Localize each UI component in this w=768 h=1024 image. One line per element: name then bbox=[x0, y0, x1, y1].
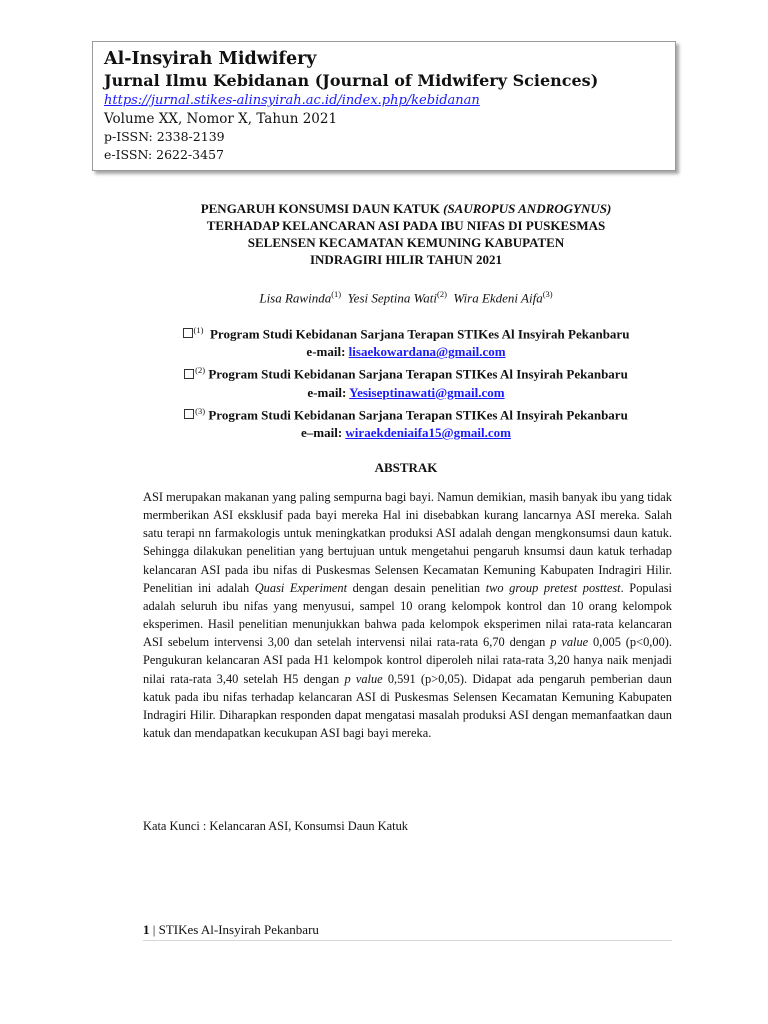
affiliation-program: Program Studi Kebidanan Sarjana Terapan STIKes Al Insyirah Pekanbaru bbox=[208, 406, 628, 422]
email-label: e-mail: bbox=[306, 344, 349, 360]
abstract-body bbox=[143, 488, 672, 742]
email-link[interactable]: lisaekowardana@gmail.com bbox=[348, 344, 506, 360]
author-list bbox=[140, 289, 672, 306]
affiliation-program: Program Studi Kebidanan Sarjana Terapan STIKes Al Insyirah Pekanbaru bbox=[209, 326, 630, 342]
abstract-text: . Populasi adalah seluruh ibu nifas yang menyusui, sampel 10 orang kelompok kontrol dan 10 orang kelompok eksperimen. Hasil penelitian menunjukkan bahwa pada kelompok eksperimen nilai rata-rata kelancaran ASI sebelum intervensi 3,00 dan setelah intervensi nilai rata-rata 6,70 dengan bbox=[143, 580, 672, 650]
checkbox-icon bbox=[184, 369, 194, 379]
affiliation-email-row bbox=[140, 384, 672, 402]
journal-eissn: e-ISSN: 2622-3457 bbox=[104, 147, 224, 162]
email-link[interactable]: wiraekdeniaifa15@gmail.com bbox=[345, 424, 511, 440]
journal-name: Al-Insyirah Midwifery bbox=[104, 49, 317, 69]
journal-url-link[interactable]: https://jurnal.stikes-alinsyirah.ac.id/index.php/kebidanan bbox=[104, 93, 480, 108]
journal-subtitle: Jurnal Ilmu Kebidanan (Journal of Midwifery Sciences) bbox=[104, 71, 599, 90]
affiliation-mark: (1) bbox=[193, 325, 204, 335]
affiliation-program: Program Studi Kebidanan Sarjana Terapan STIKes Al Insyirah Pekanbaru bbox=[208, 366, 628, 382]
affiliation-email-row bbox=[140, 343, 672, 361]
abstract-text: 0,591 (p>0,05). Didapat ada pengaruh pemberian daun katuk pada ibu nifas terhadap kelancaran ASI di Puskesmas Selensen Kecamatan Kemuning Kabupaten Indragiri Hilir. Diharapkan responden dapat mengatasi masalah produksi ASI dengan memanfaatkan daun katuk dan mendapatkan kecukupan ASI bagi bayi mereka. bbox=[143, 671, 672, 741]
affiliation-2 bbox=[140, 361, 672, 383]
abstract-text: ASI merupakan makanan yang paling sempurna bagi bayi. Namun demikian, masih banyak ibu yang tidak mermberikan ASI eksklusif pada bayi mereka Hal ini disebabkan kurang lancarnya ASI mereka. Salah satu terapi nn farmakologis untuk meningkatkan produksi ASI adalah dengan mengkonsumsi daun katuk. Sehingga dilakukan penelitian yang bertujuan untuk mengetahui pengaruh knsumsi daun katuk terhadap kelancaran ASI pada ibu nifas di Puskesmas Selensen Kecamatan Kemuning Kabupaten Indragiri Hilir. Penelitian ini adalah bbox=[143, 490, 672, 595]
abstract-italic: p value bbox=[344, 671, 383, 686]
email-label: e-mail: bbox=[307, 384, 350, 400]
footer-separator: | bbox=[149, 922, 159, 937]
author-name: Lisa Rawinda bbox=[259, 290, 332, 306]
title-line-1: PENGARUH KONSUMSI DAUN KATUK bbox=[200, 201, 444, 216]
title-latin-name: (SAUROPUS ANDROGYNUS) bbox=[443, 201, 612, 216]
keywords: Kata Kunci : Kelancaran ASI, Konsumsi Daun Katuk bbox=[143, 819, 408, 833]
author-mark: (2) bbox=[436, 289, 447, 299]
affiliation-mark: (3) bbox=[195, 405, 206, 416]
affiliation-1 bbox=[140, 321, 672, 343]
title-line-3: SELENSEN KECAMATAN KEMUNING KABUPATEN bbox=[247, 235, 565, 250]
title-line-4: INDRAGIRI HILIR TAHUN 2021 bbox=[309, 252, 503, 267]
author-name: Yesi Septina Wati bbox=[347, 290, 437, 306]
affiliation-3 bbox=[140, 402, 672, 424]
affiliation-mark: (2) bbox=[195, 365, 206, 376]
abstract-italic: Quasi Experiment bbox=[254, 580, 348, 595]
abstract-text: 0,005 (p<0,00). Pengukuran kelancaran ASI pada H1 kelompok kontrol diperoleh nilai rata-rata 3,20 hanya naik menjadi nilai rata-rata 3,40 setelah H5 dengan bbox=[143, 635, 672, 686]
abstract-heading: ABSTRAK bbox=[374, 460, 438, 475]
page-number: 1 bbox=[143, 922, 150, 937]
paper-title bbox=[140, 200, 672, 268]
author-mark: (1) bbox=[331, 289, 342, 299]
affiliation-list bbox=[140, 321, 672, 442]
email-label: e–mail: bbox=[301, 424, 346, 440]
journal-header-box bbox=[92, 41, 676, 171]
footer-institution: STIKes Al-Insyirah Pekanbaru bbox=[158, 922, 319, 937]
author-name: Wira Ekdeni Aifa bbox=[453, 290, 543, 306]
checkbox-icon bbox=[183, 328, 193, 338]
affiliation-email-row bbox=[140, 424, 672, 442]
title-line-2: TERHADAP KELANCARAN ASI PADA IBU NIFAS DI PUSKESMAS bbox=[206, 218, 606, 233]
email-link[interactable]: Yesiseptinawati@gmail.com bbox=[349, 384, 505, 400]
page-footer bbox=[143, 922, 672, 941]
journal-pissn: p-ISSN: 2338-2139 bbox=[104, 129, 225, 144]
abstract-text: dengan desain penelitian bbox=[347, 580, 486, 595]
checkbox-icon bbox=[184, 409, 194, 419]
author-mark: (3) bbox=[542, 289, 553, 299]
abstract-italic: p value bbox=[550, 635, 589, 650]
journal-volume: Volume XX, Nomor X, Tahun 2021 bbox=[104, 111, 338, 127]
abstract-italic: two group pretest posttest bbox=[485, 580, 621, 595]
